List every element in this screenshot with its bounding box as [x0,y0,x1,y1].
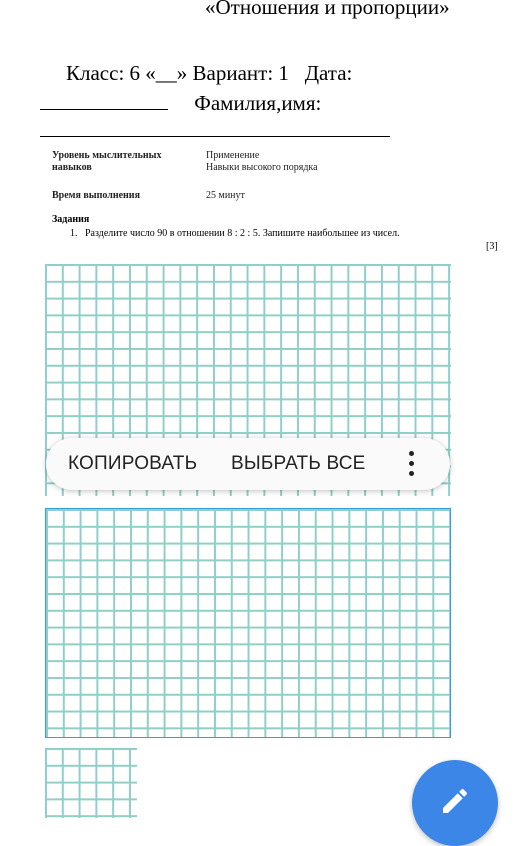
grid-area-selected[interactable] [45,508,451,738]
class-blank: __ [155,61,177,85]
more-vertical-icon[interactable] [402,451,422,477]
name-blank-line [40,136,390,137]
name-line [40,90,321,116]
duration-value: 25 минут [206,190,245,201]
task-item [70,228,400,240]
text-selection-menu [46,438,450,490]
thinking-level-value-1: Применение [206,150,260,161]
task-text: Разделите число 90 в отношении 8 : 2 : 5. Запишите наибольшее из чисел. [85,228,400,239]
class-variant-date-line [66,60,352,86]
task-number: 1. [70,228,78,239]
name-label: Фамилия,имя: [194,91,322,115]
class-label: Класс: 6 « [66,61,156,85]
worksheet-title: «Отношения и пропорции» [205,0,450,19]
pencil-icon [439,785,471,817]
thinking-level-label: Уровень мыслительных навыков [52,150,162,173]
select-all-button[interactable]: ВЫБРАТЬ ВСЕ [231,453,366,474]
edit-fab-button[interactable] [412,760,498,846]
variant-label: » Вариант: 1 [176,61,289,85]
duration-label: Время выполнения [52,190,140,201]
tasks-header: Задания [52,214,90,225]
task-marks: [3] [486,241,498,252]
date-blank [40,91,168,110]
date-label: Дата: [304,61,353,85]
copy-button[interactable]: КОПИРОВАТЬ [68,453,198,474]
thinking-level-value-2: Навыки высокого порядка [206,162,318,173]
grid-area-3 [45,748,137,818]
